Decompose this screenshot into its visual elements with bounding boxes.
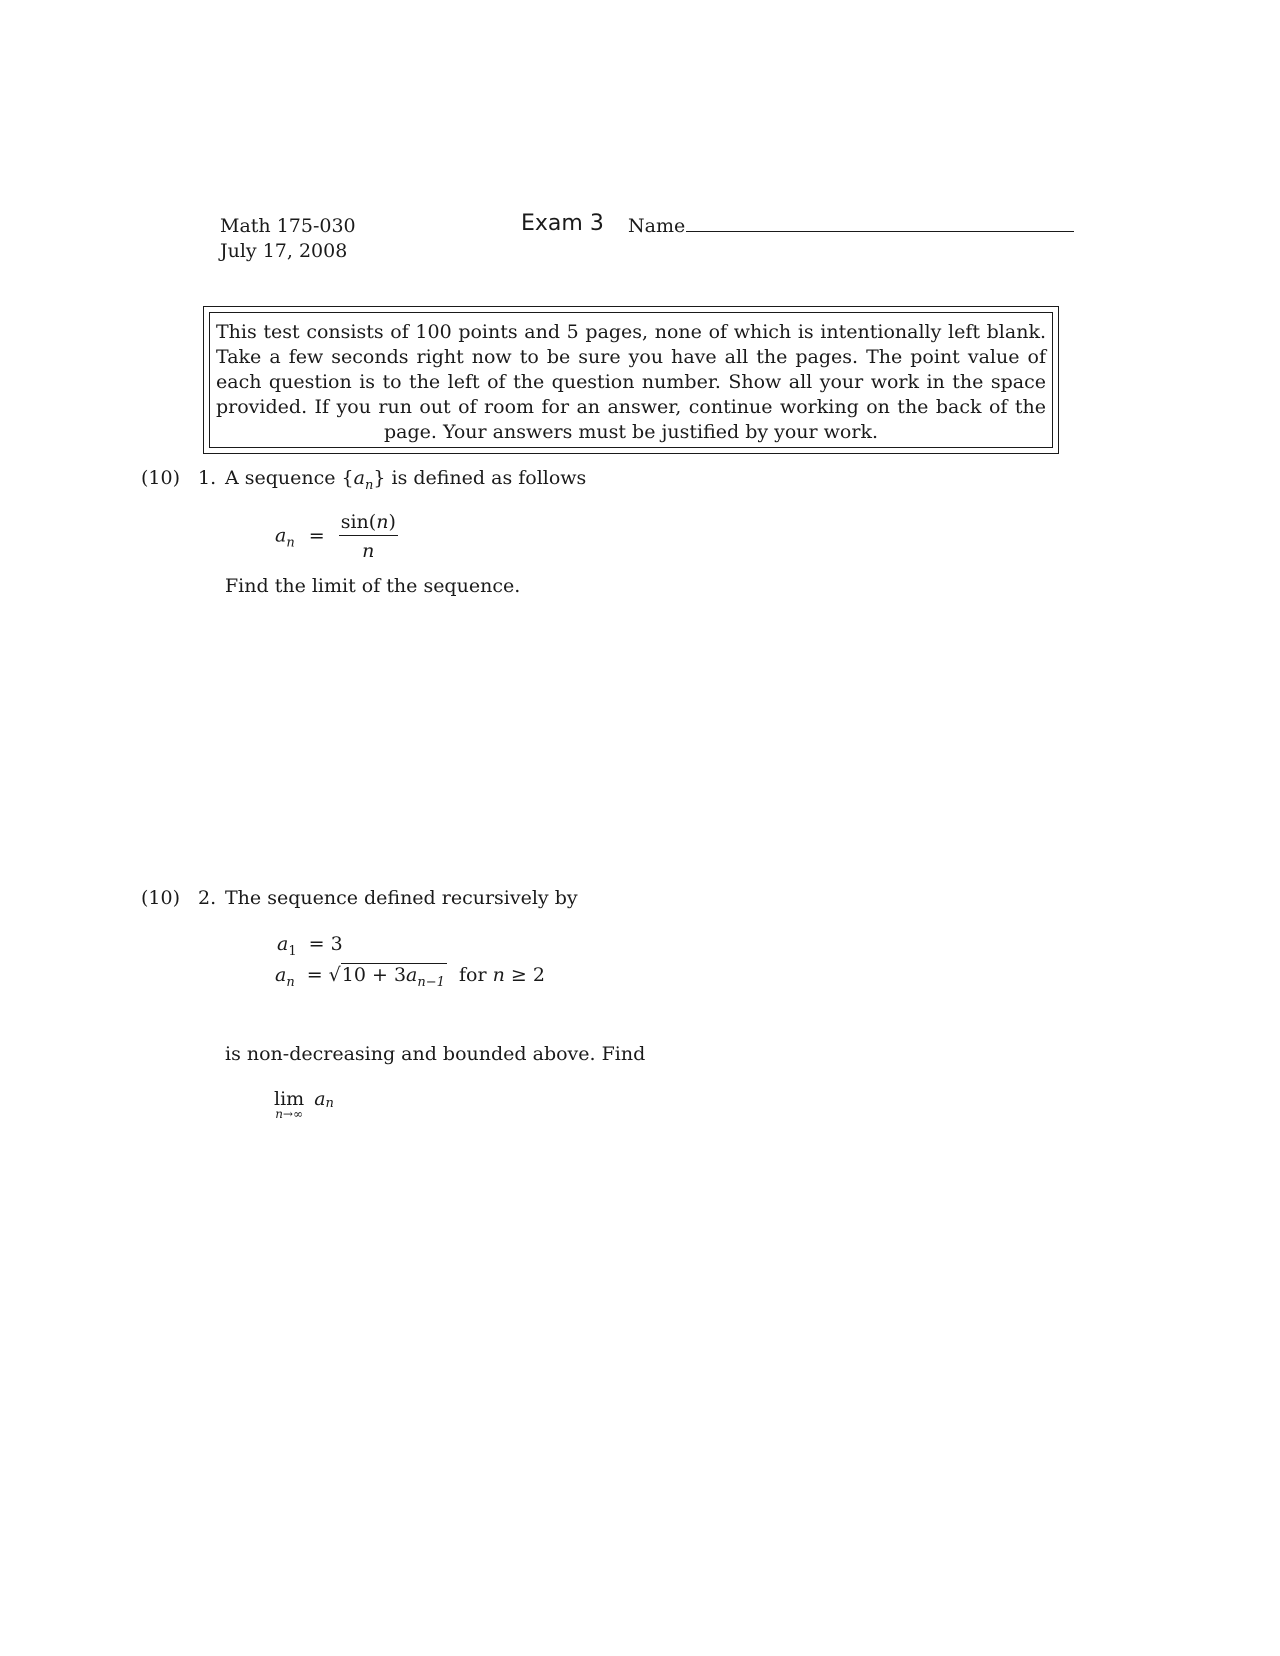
question-1-followup: Find the limit of the sequence. (225, 575, 521, 597)
exam-date: July 17, 2008 (220, 240, 348, 262)
fraction (339, 511, 398, 562)
question-1-formula: $a_n$ = $\frac{\sin(n)}{n}$ (275, 511, 396, 562)
instructions-text: This test consists of 100 points and 5 pages, none of which is intentionally left blank. Take a few seconds right now to be sure you have all the pages. The point value of each question is to the left of the question number. Show all your work in the space provided. If you run out of room for an answer, continue working on the back of the page. Your answers must be justified by your work. (216, 321, 1046, 443)
exam-title: Exam 3 (521, 211, 604, 236)
fraction-numerator: sin(n) (339, 511, 398, 536)
question-2-number: 2. (198, 887, 217, 909)
instructions-inner-frame (209, 312, 1053, 448)
radicand: $10 + 3a_{n-1}$ (341, 964, 445, 990)
question-1-prompt: A sequence $\{a_n\}$ is defined as follows (225, 467, 587, 493)
radical-sign: √ (328, 964, 341, 986)
question-2-points: (10) (141, 887, 181, 909)
recursion-line-2: $a_n = √10 + 3a_{n-1}$ for n ≥ 2 (275, 964, 545, 990)
question-1-number: 1. (198, 467, 217, 489)
question-2-prompt: The sequence defined recursively by (225, 887, 578, 909)
question-1-points: (10) (141, 467, 181, 489)
limit-expression: lim n→∞ $a_n$ (274, 1088, 334, 1121)
fraction-denominator: n (362, 540, 375, 562)
instructions-box (203, 306, 1059, 454)
name-field-line[interactable] (686, 231, 1074, 232)
name-label: Name (628, 215, 686, 237)
question-2-answer-space[interactable] (225, 1140, 1075, 1620)
question-2-followup: is non-decreasing and bounded above. Find (225, 1043, 646, 1065)
course-label: Math 175-030 (220, 215, 356, 237)
question-1-answer-space[interactable] (225, 605, 1075, 875)
recursion-line-1: $a_1 = 3$ (277, 933, 343, 959)
